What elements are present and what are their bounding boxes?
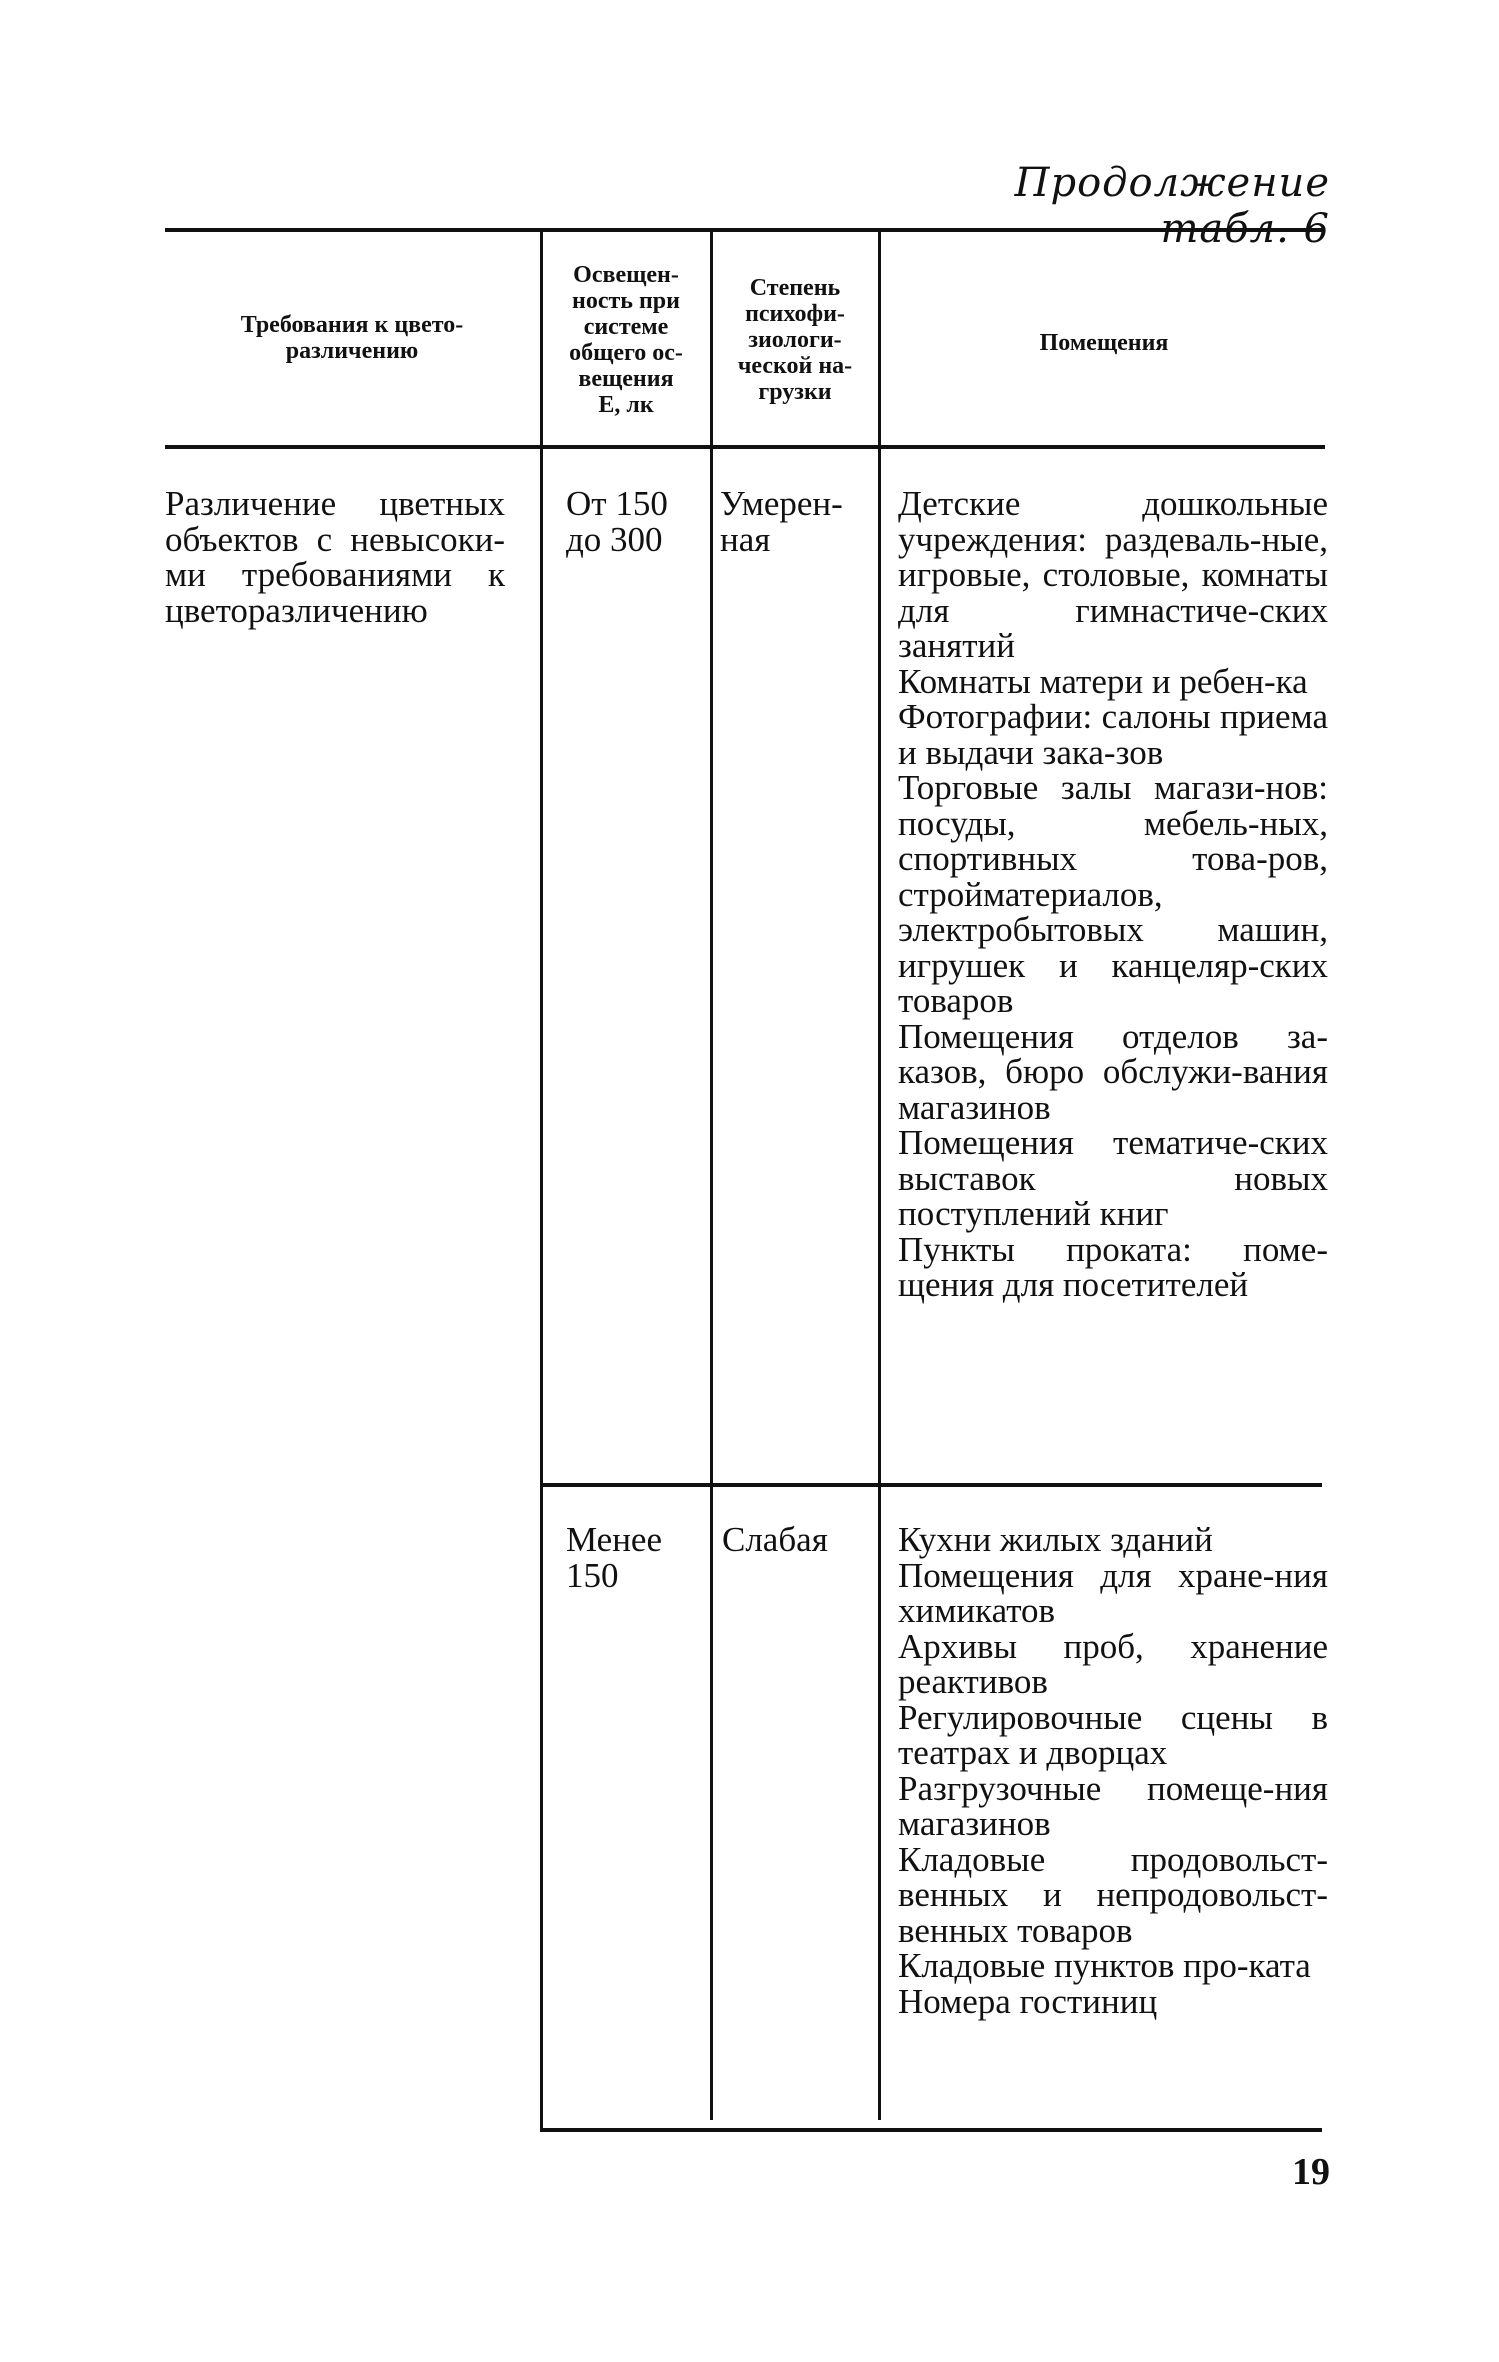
row-1-load: Умерен-ная (720, 484, 843, 559)
table-top-rule (165, 228, 1325, 232)
row-1-rooms (898, 486, 1328, 1303)
row-2-load: Слабая (722, 1520, 828, 1559)
room-entry: Кладовые продовольст-венных и непродовольст-венных товаров (898, 1839, 1328, 1950)
row-1-illuminance: От 150 до 300 (566, 484, 668, 559)
room-entry: Архивы проб, хранение реактивов (898, 1626, 1328, 1701)
room-entry: Кладовые пунктов про-ката (898, 1946, 1311, 1985)
header-bottom-rule (165, 445, 1325, 449)
room-entry: Фотографии: салоны приема и выдачи зака-зов (898, 697, 1328, 772)
row-2-rooms (898, 1522, 1328, 2019)
room-entry: Детские дошкольные учреждения: раздеваль-ные, игровые, столовые, комнаты для гимнастиче-ских занятий (898, 484, 1328, 665)
room-entry: Номера гостиниц (898, 1981, 1158, 2021)
column-divider-3 (878, 232, 881, 2120)
row-2-illuminance: Менее 150 (566, 1520, 662, 1595)
room-entry: Помещения отделов за-казов, бюро обслужи-вания магазинов (898, 1016, 1328, 1127)
header-rooms: Помещения (1039, 330, 1169, 356)
room-entry: Помещения для хране-ния химикатов (898, 1555, 1328, 1630)
room-entry: Разгрузочные помеще-ния магазинов (898, 1768, 1328, 1843)
header-load: Степень психофи- зиологи- ческой на- грузки (737, 275, 853, 405)
header-requirements: Требования к цвето- различению (240, 312, 464, 364)
room-entry: Торговые залы магази-нов: посуды, мебель-ных, спортивных това-ров, стройматериалов, электробытовых машин, игрушек и канцеляр-ских товаров (898, 768, 1328, 1020)
row-separator-rule (540, 1483, 1322, 1487)
requirement-cell: Различение цветных объектов с невысоки-ми требованиями к цветоразличению (165, 484, 505, 630)
room-entry: Кухни жилых зданий (898, 1520, 1213, 1559)
table-bottom-rule (540, 2128, 1322, 2132)
room-entry: Комнаты матери и ребен-ка (898, 661, 1308, 701)
room-entry: Регулировочные сцены в театрах и дворцах (898, 1697, 1328, 1772)
continuation-title: Продолжение табл. 6 (1014, 160, 1330, 252)
column-divider-1 (540, 232, 543, 2130)
room-entry: Помещения тематиче-ских выставок новых поступлений книг (898, 1123, 1328, 1233)
header-illuminance: Освещен- ность при системе общего ос- вещения E, лк (569, 262, 683, 418)
room-entry: Пункты проката: поме-щения для посетителей (898, 1229, 1328, 1304)
page-number: 19 (1292, 2151, 1330, 2193)
column-divider-2 (710, 232, 713, 2120)
